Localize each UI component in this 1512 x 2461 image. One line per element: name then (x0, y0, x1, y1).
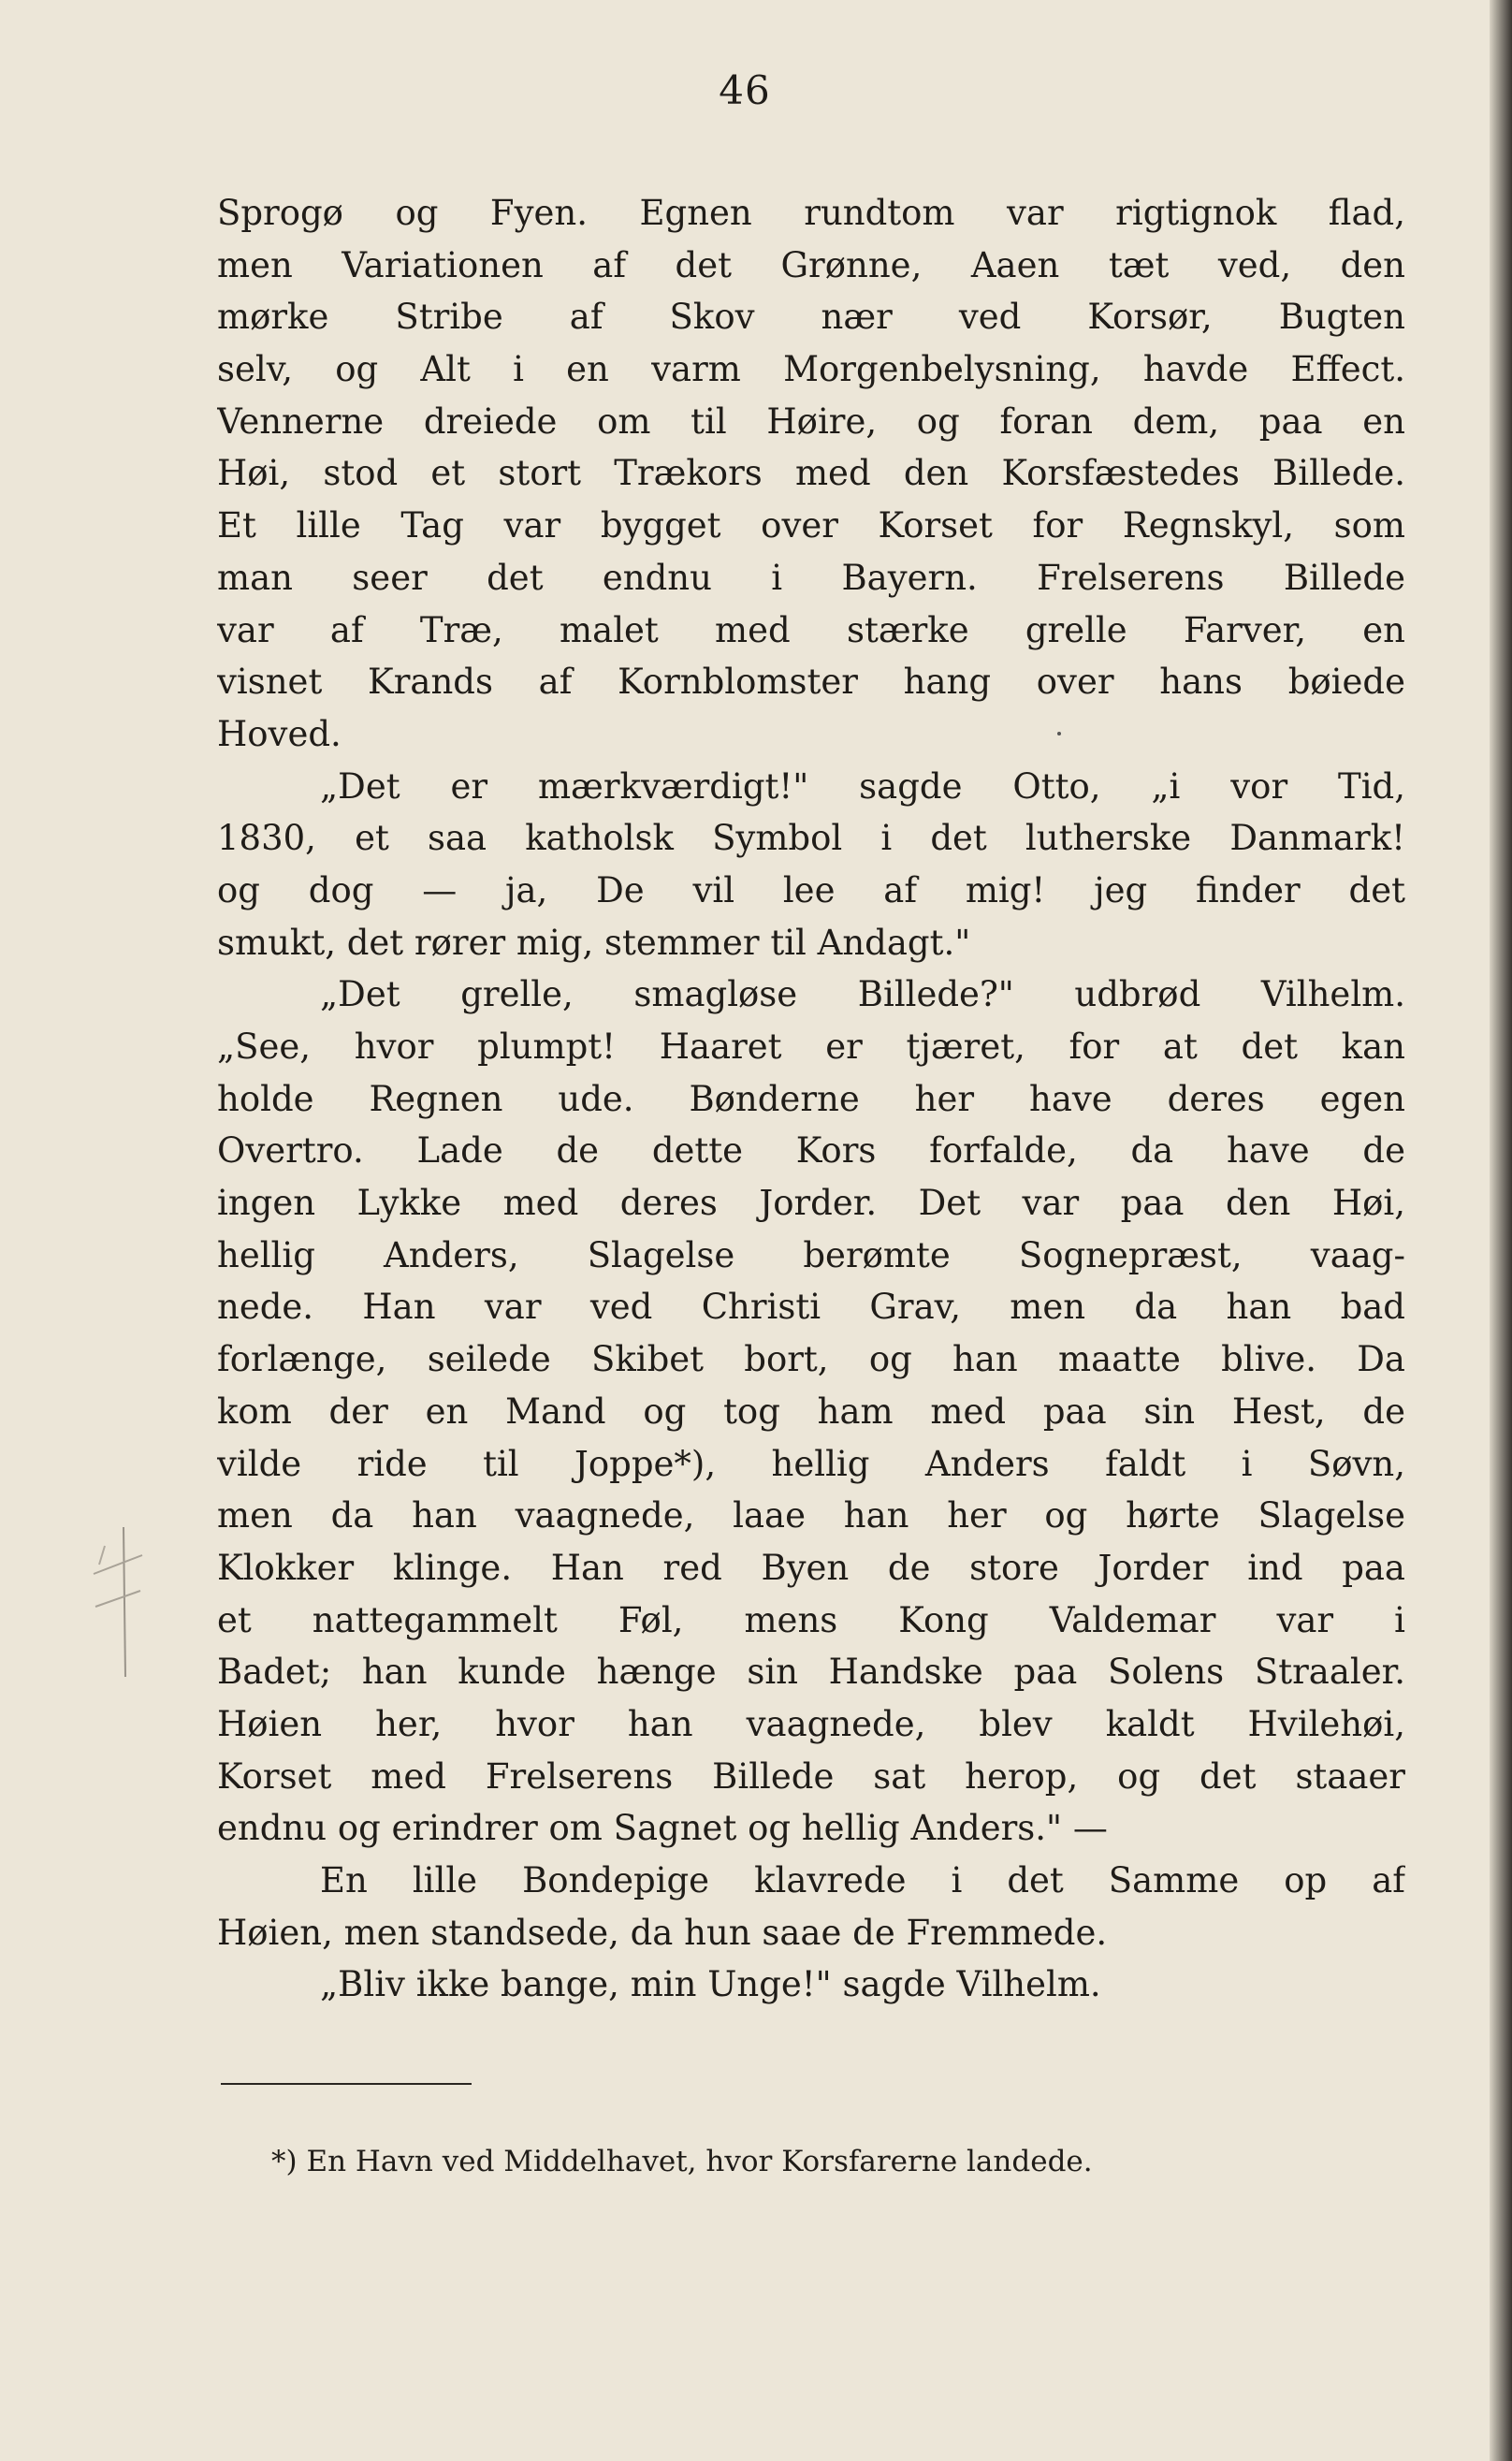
text-line: Korset med Frelserens Billede sat herop, og det staaer (217, 1755, 1405, 1797)
text-line: kom der en Mand og tog ham med paa sin Hest, de (217, 1391, 1405, 1432)
text-line: og dog — ja, De vil lee af mig! jeg finder det (217, 869, 1405, 910)
text-line: Badet; han kunde hænge sin Handske paa Solens Straaler. (217, 1652, 1405, 1693)
text-line: holde Regnen ude. Bønderne her have deres egen (217, 1078, 1405, 1119)
text-line: ingen Lykke med deres Jorder. Det var paa den Høi, (217, 1183, 1405, 1224)
text-line: var af Træ, malet med stærke grelle Farver, en (217, 609, 1405, 650)
text-line: „Bliv ikke bange, min Unge!" sagde Vilhelm. (320, 1964, 1101, 2005)
text-line: selv, og Alt i en varm Morgenbelysning, havde Effect. (217, 349, 1405, 390)
text-line: smukt, det rører mig, stemmer til Andagt." (217, 922, 971, 963)
text-line: mørke Stribe af Skov nær ved Korsør, Bugten (217, 297, 1405, 338)
page-number: 46 (719, 67, 771, 113)
body-text (217, 187, 1405, 2011)
footnote: *) En Havn ved Middelhavet, hvor Korsfarerne landede. (271, 2145, 1093, 2178)
text-line: et nattegammelt Føl, mens Kong Valdemar var i (217, 1599, 1405, 1640)
text-line: Vennerne dreiede om til Høire, og foran dem, paa en (217, 400, 1405, 442)
text-line: Et lille Tag var bygget over Korset for Regnskyl, som (217, 505, 1405, 546)
text-line: hellig Anders, Slagelse berømte Sognepræst, vaag- (217, 1234, 1405, 1275)
text-line: men Variationen af det Grønne, Aaen tæt ved, den (217, 244, 1405, 285)
text-line: Sprogø og Fyen. Egnen rundtom var rigtignok flad, (217, 193, 1405, 233)
text-line: visnet Krands af Kornblomster hang over hans bøiede (217, 662, 1405, 703)
text-line: Hoved. (217, 713, 342, 754)
text-line: En lille Bondepige klavrede i det Samme op af (320, 1860, 1405, 1900)
text-line: Klokker klinge. Han red Byen de store Jorder ind paa (217, 1547, 1405, 1588)
text-line: nede. Han var ved Christi Grav, men da han bad (217, 1287, 1405, 1328)
pencil-margin-mark-icon (86, 1518, 152, 1686)
text-line: „Det grelle, smagløse Billede?" udbrød Vilhelm. (320, 974, 1405, 1015)
book-spine-edge (1490, 0, 1512, 2461)
text-line: Høien, men standsede, da hun saae de Fremmede. (217, 1912, 1108, 1953)
text-line: man seer det endnu i Bayern. Frelserens Billede (217, 557, 1405, 598)
text-line: „Det er mærkværdigt!" sagde Otto, „i vor Tid, (320, 765, 1405, 807)
text-line: forlænge, seilede Skibet bort, og han maatte blive. Da (217, 1339, 1405, 1380)
text-line: endnu og erindrer om Sagnet og hellig Anders." — (217, 1808, 1108, 1849)
text-line: Overtro. Lade de dette Kors forfalde, da have de (217, 1130, 1405, 1172)
text-line: Høien her, hvor han vaagnede, blev kaldt Hvilehøi, (217, 1703, 1405, 1744)
text-line: 1830, et saa katholsk Symbol i det lutherske Danmark! (217, 818, 1405, 859)
print-speck (1057, 732, 1061, 735)
text-line: Høi, stod et stort Trækors med den Korsfæstedes Billede. (217, 453, 1405, 494)
text-line: vilde ride til Joppe*), hellig Anders faldt i Søvn, (217, 1443, 1405, 1484)
text-line: „See, hvor plumpt! Haaret er tjæret, for at det kan (217, 1027, 1405, 1067)
footnote-rule (221, 2083, 472, 2085)
text-line: men da han vaagnede, laae han her og hørte Slagelse (217, 1495, 1405, 1536)
